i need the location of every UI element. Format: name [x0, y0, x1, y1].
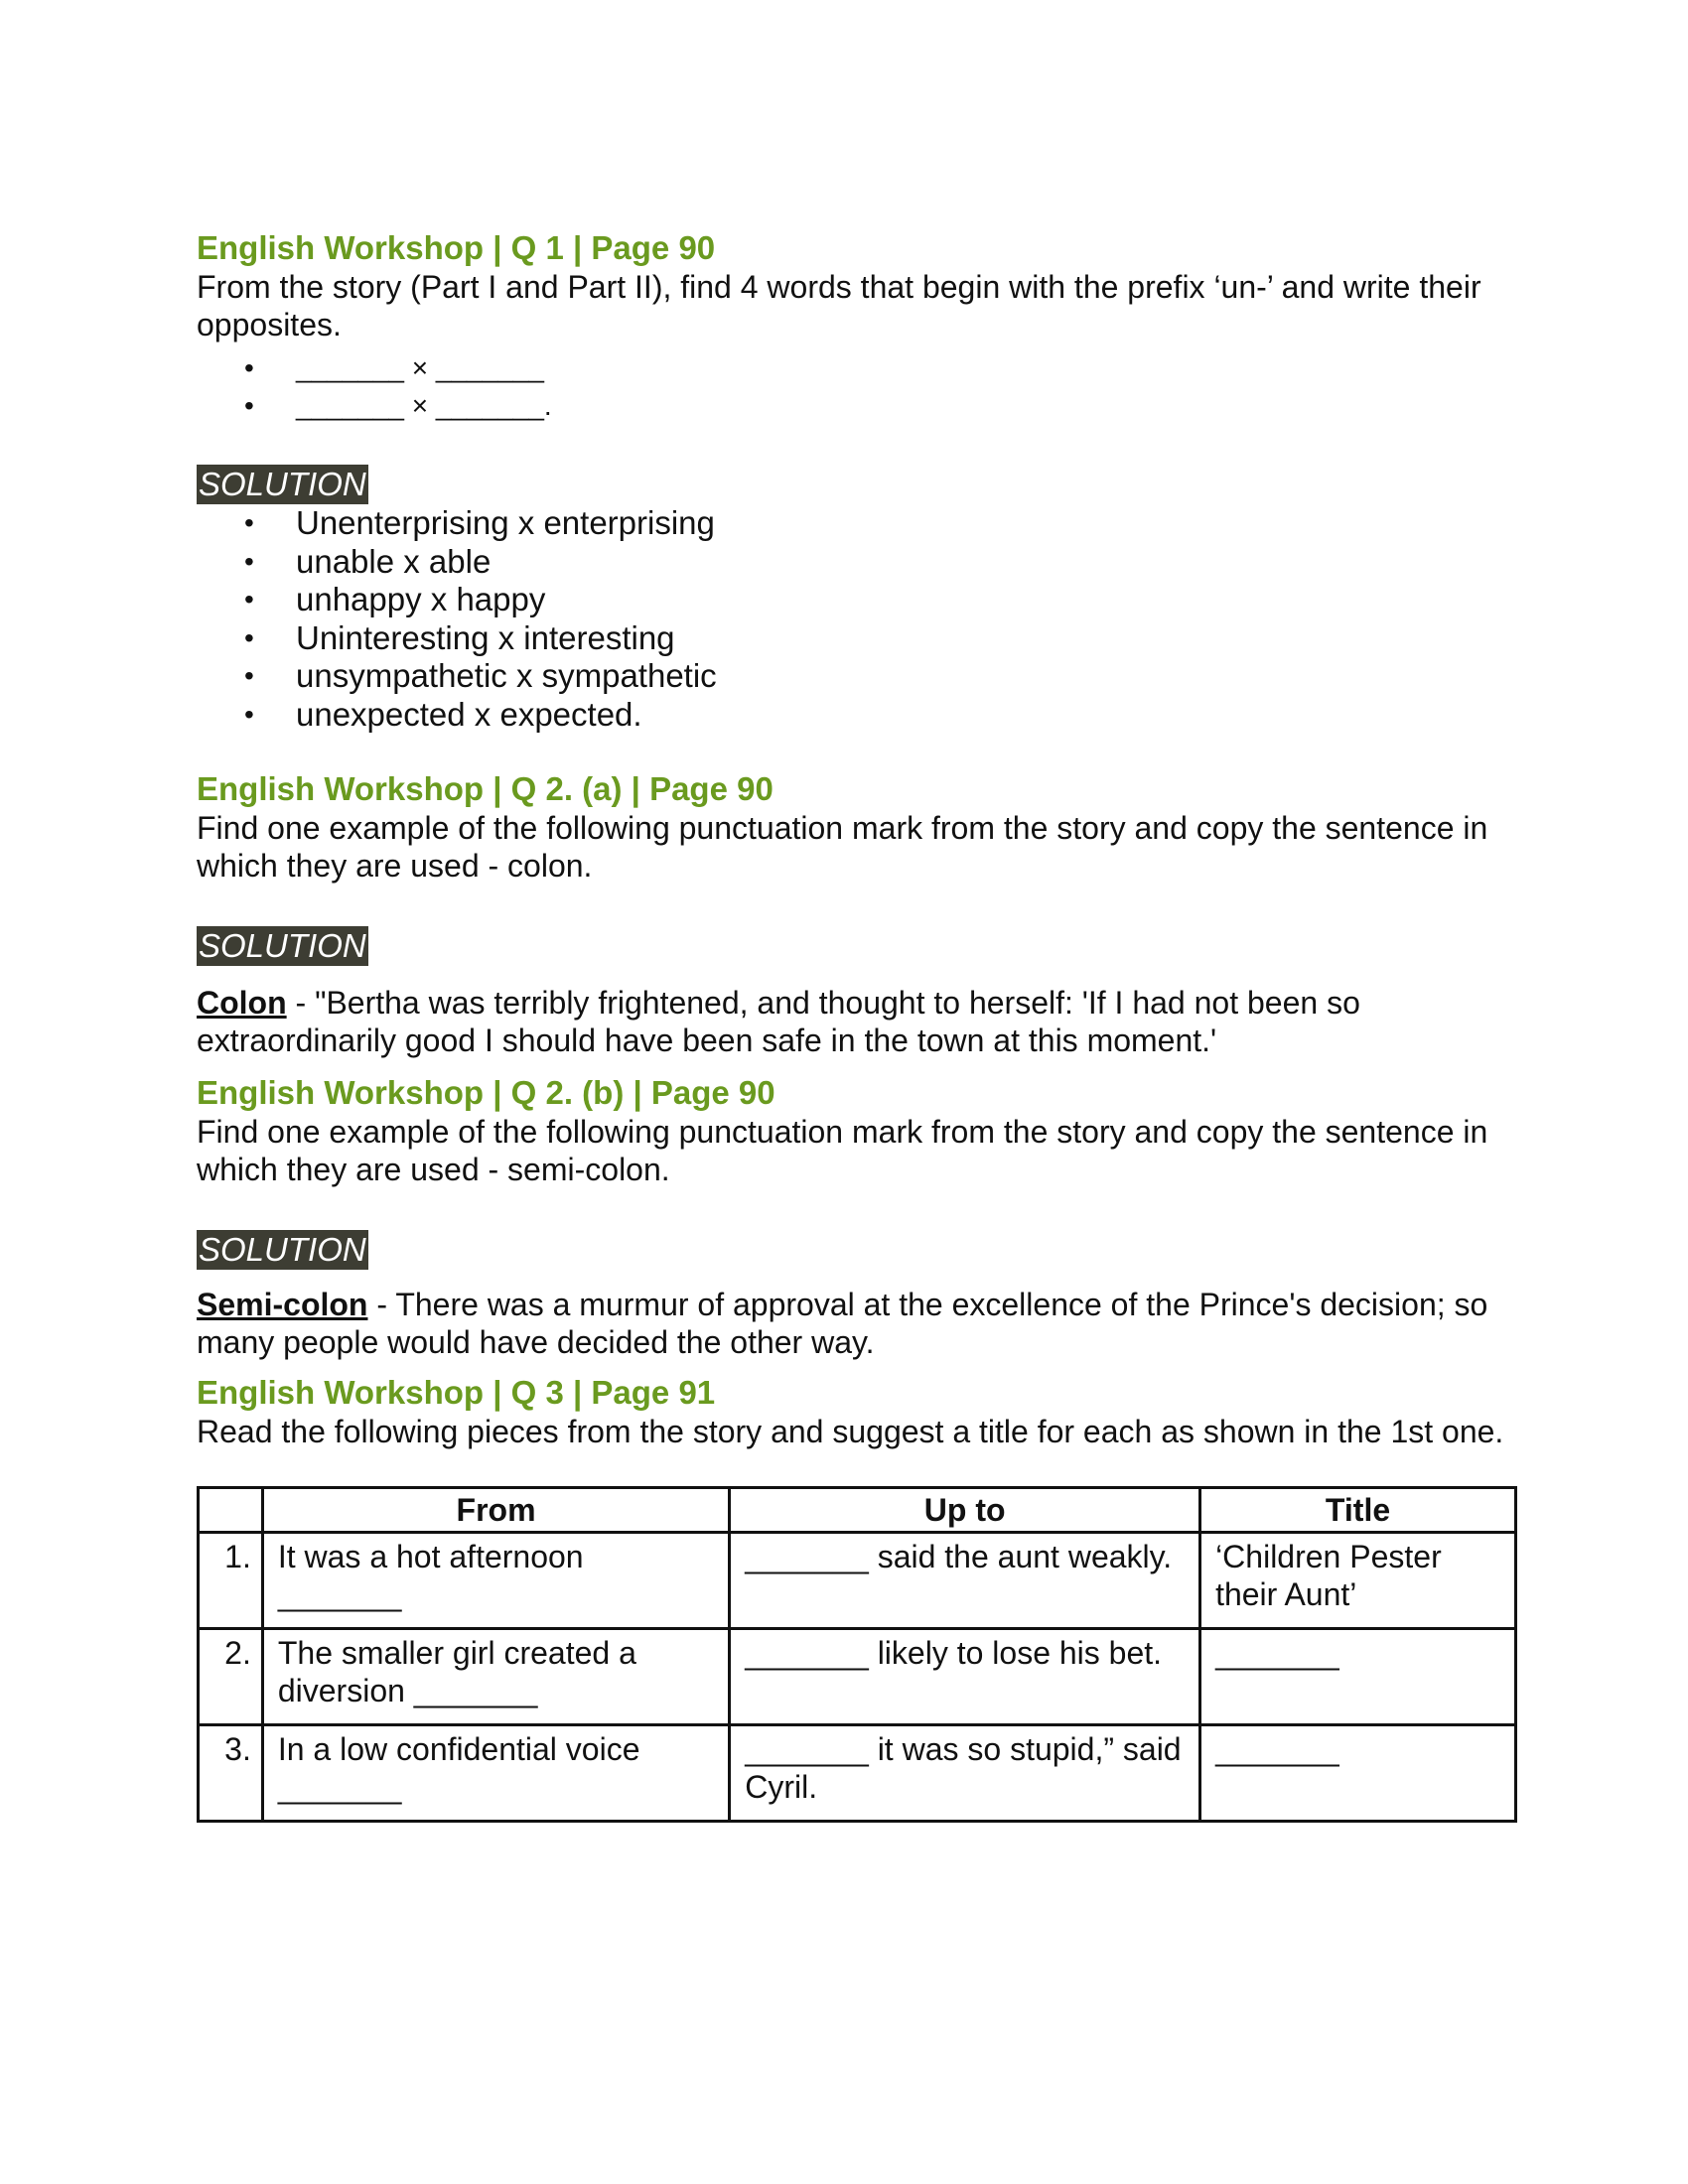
- list-item: [197, 387, 1517, 425]
- solution-item: unsympathetic x sympathetic: [296, 657, 717, 694]
- list-item: [197, 349, 1517, 387]
- bullet-icon: •: [244, 660, 254, 691]
- table-row: [199, 1629, 1516, 1725]
- bullet-icon: •: [244, 545, 254, 577]
- list-item: [197, 619, 1517, 658]
- q2b-question: Find one example of the following punctuation mark from the story and copy the sentence in which they are used - semi-colon.: [197, 1114, 1488, 1187]
- q1-blank-list: [197, 349, 1517, 425]
- solution-item: unhappy x happy: [296, 581, 546, 617]
- q2b-answer: [197, 1286, 1517, 1361]
- row-number: 3.: [199, 1725, 263, 1822]
- cell-title: _______: [1200, 1725, 1516, 1822]
- bullet-icon: •: [244, 584, 254, 614]
- worksheet-page: [197, 228, 1517, 1823]
- answer-term: Semi-colon: [197, 1287, 368, 1322]
- q1-heading: English Workshop | Q 1 | Page 90: [197, 229, 716, 266]
- header-cell-num: [199, 1488, 263, 1533]
- blank-pair: _______ × _______.: [296, 390, 552, 421]
- q2a-question: Find one example of the following punctuation mark from the story and copy the sentence in which they are used - colon.: [197, 810, 1488, 884]
- list-item: [197, 543, 1517, 582]
- bullet-icon: •: [244, 352, 254, 383]
- cell-upto: _______ it was so stupid,” said Cyril.: [730, 1725, 1200, 1822]
- list-item: [197, 581, 1517, 619]
- q1-question: From the story (Part I and Part II), find 4 words that begin with the prefix ‘un-’ and write their opposites.: [197, 269, 1481, 342]
- answer-term: Colon: [197, 985, 287, 1021]
- q1-solution-list: [197, 504, 1517, 734]
- q2a-answer: [197, 984, 1517, 1059]
- bullet-icon: •: [244, 698, 254, 730]
- cell-from: It was a hot afternoon _______: [262, 1533, 729, 1629]
- table-header-row: [199, 1488, 1516, 1533]
- cell-title: ‘Children Pester their Aunt’: [1200, 1533, 1516, 1629]
- q3-heading: English Workshop | Q 3 | Page 91: [197, 1374, 716, 1411]
- cell-from: The smaller girl created a diversion _______: [262, 1629, 729, 1725]
- q3-question: Read the following pieces from the story and suggest a title for each as shown in the 1st one.: [197, 1414, 1504, 1449]
- solution-item: unexpected x expected.: [296, 695, 642, 733]
- answer-text: - "Bertha was terribly frightened, and thought to herself: 'If I had not been so extraordinarily good I should have been safe in the town at this moment.': [197, 985, 1360, 1058]
- bullet-icon: •: [244, 390, 254, 421]
- solution-badge: SOLUTION: [199, 466, 366, 502]
- bullet-icon: •: [244, 507, 254, 538]
- table-row: [199, 1725, 1516, 1822]
- solution-item: Uninteresting x interesting: [296, 618, 675, 656]
- cell-title: _______: [1200, 1629, 1516, 1725]
- row-number: 2.: [199, 1629, 263, 1725]
- cell-upto: _______ likely to lose his bet.: [730, 1629, 1200, 1725]
- solution-badge: SOLUTION: [199, 1231, 366, 1268]
- solution-item: unable x able: [296, 542, 492, 580]
- q2a-heading: English Workshop | Q 2. (a) | Page 90: [197, 770, 774, 807]
- titles-table: [197, 1486, 1517, 1823]
- row-number: 1.: [199, 1533, 263, 1629]
- header-cell-upto: Up to: [730, 1488, 1200, 1533]
- header-cell-title: Title: [1200, 1488, 1516, 1533]
- q2b-heading: English Workshop | Q 2. (b) | Page 90: [197, 1074, 775, 1111]
- cell-upto: _______ said the aunt weakly.: [730, 1533, 1200, 1629]
- bullet-icon: •: [244, 621, 254, 653]
- blank-pair: _______ × _______: [296, 352, 544, 383]
- header-cell-from: From: [262, 1488, 729, 1533]
- solution-badge: SOLUTION: [199, 927, 366, 964]
- table-row: [199, 1533, 1516, 1629]
- list-item: [197, 657, 1517, 696]
- cell-from: In a low confidential voice _______: [262, 1725, 729, 1822]
- list-item: [197, 504, 1517, 543]
- list-item: [197, 696, 1517, 735]
- solution-item: Unenterprising x enterprising: [296, 504, 715, 541]
- answer-text: - There was a murmur of approval at the excellence of the Prince's decision; so many people would have decided the other way.: [197, 1287, 1488, 1360]
